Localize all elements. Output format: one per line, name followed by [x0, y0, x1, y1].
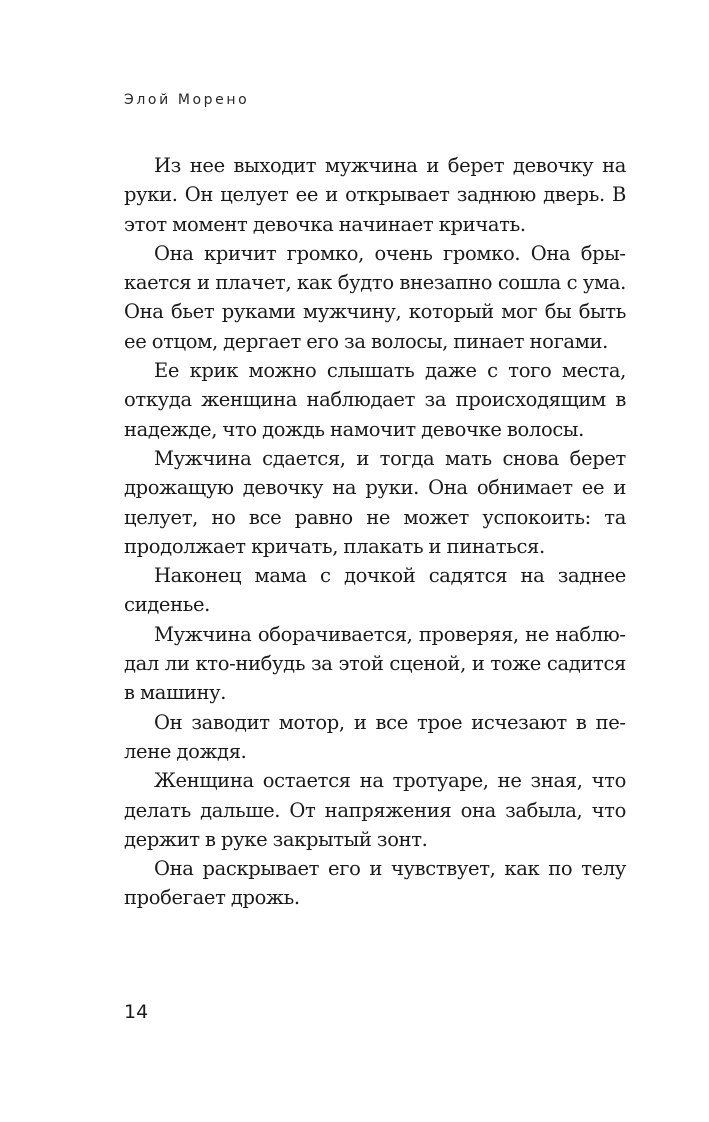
- paragraph-4: Мужчина сдается, и тогда мать снова берет дрожащую девочку на руки. Она обнимает ее и целует, но все равно не может успокоить: та продолжает кричать, плакать и пинаться.: [124, 446, 626, 558]
- paragraph-2: Она кричит громко, очень громко. Она брыкается и плачет, как будто внезапно сошла с ума. Она бьет руками мужчину, который мог бы быть ее отцом, дергает его за волосы, пинает ногами.: [124, 241, 626, 353]
- paragraph-7: Он заводит мотор, и все трое исчезают в пелене дождя.: [124, 710, 626, 763]
- paragraph-8: Женщина остается на тротуаре, не зная, что делать дальше. От напряжения она забыла, что держит в руке закрытый зонт.: [124, 769, 626, 851]
- paragraph-3: Ее крик можно слышать даже с того места, откуда женщина наблюдает за происходящим в надежде, что дождь намочит девочке волосы.: [124, 359, 626, 441]
- paragraph-9: Она раскрывает его и чувствует, как по телу пробегает дрожь.: [124, 857, 626, 910]
- running-head-author: Элой Морено: [124, 92, 250, 108]
- paragraph-6: Мужчина оборачивается, проверяя, не наблюдал ли кто-нибудь за этой сценой, и тоже садится в машину.: [124, 622, 626, 705]
- body-text: [124, 151, 626, 913]
- page-number: 14: [124, 1001, 149, 1023]
- paragraph-5: Наконец мама с дочкой садятся на заднее сиденье.: [124, 564, 626, 617]
- paragraph-1: Из нее выходит мужчина и берет девочку на руки. Он целует ее и открывает заднюю дверь. В этот момент девочка начинает кричать.: [124, 154, 626, 236]
